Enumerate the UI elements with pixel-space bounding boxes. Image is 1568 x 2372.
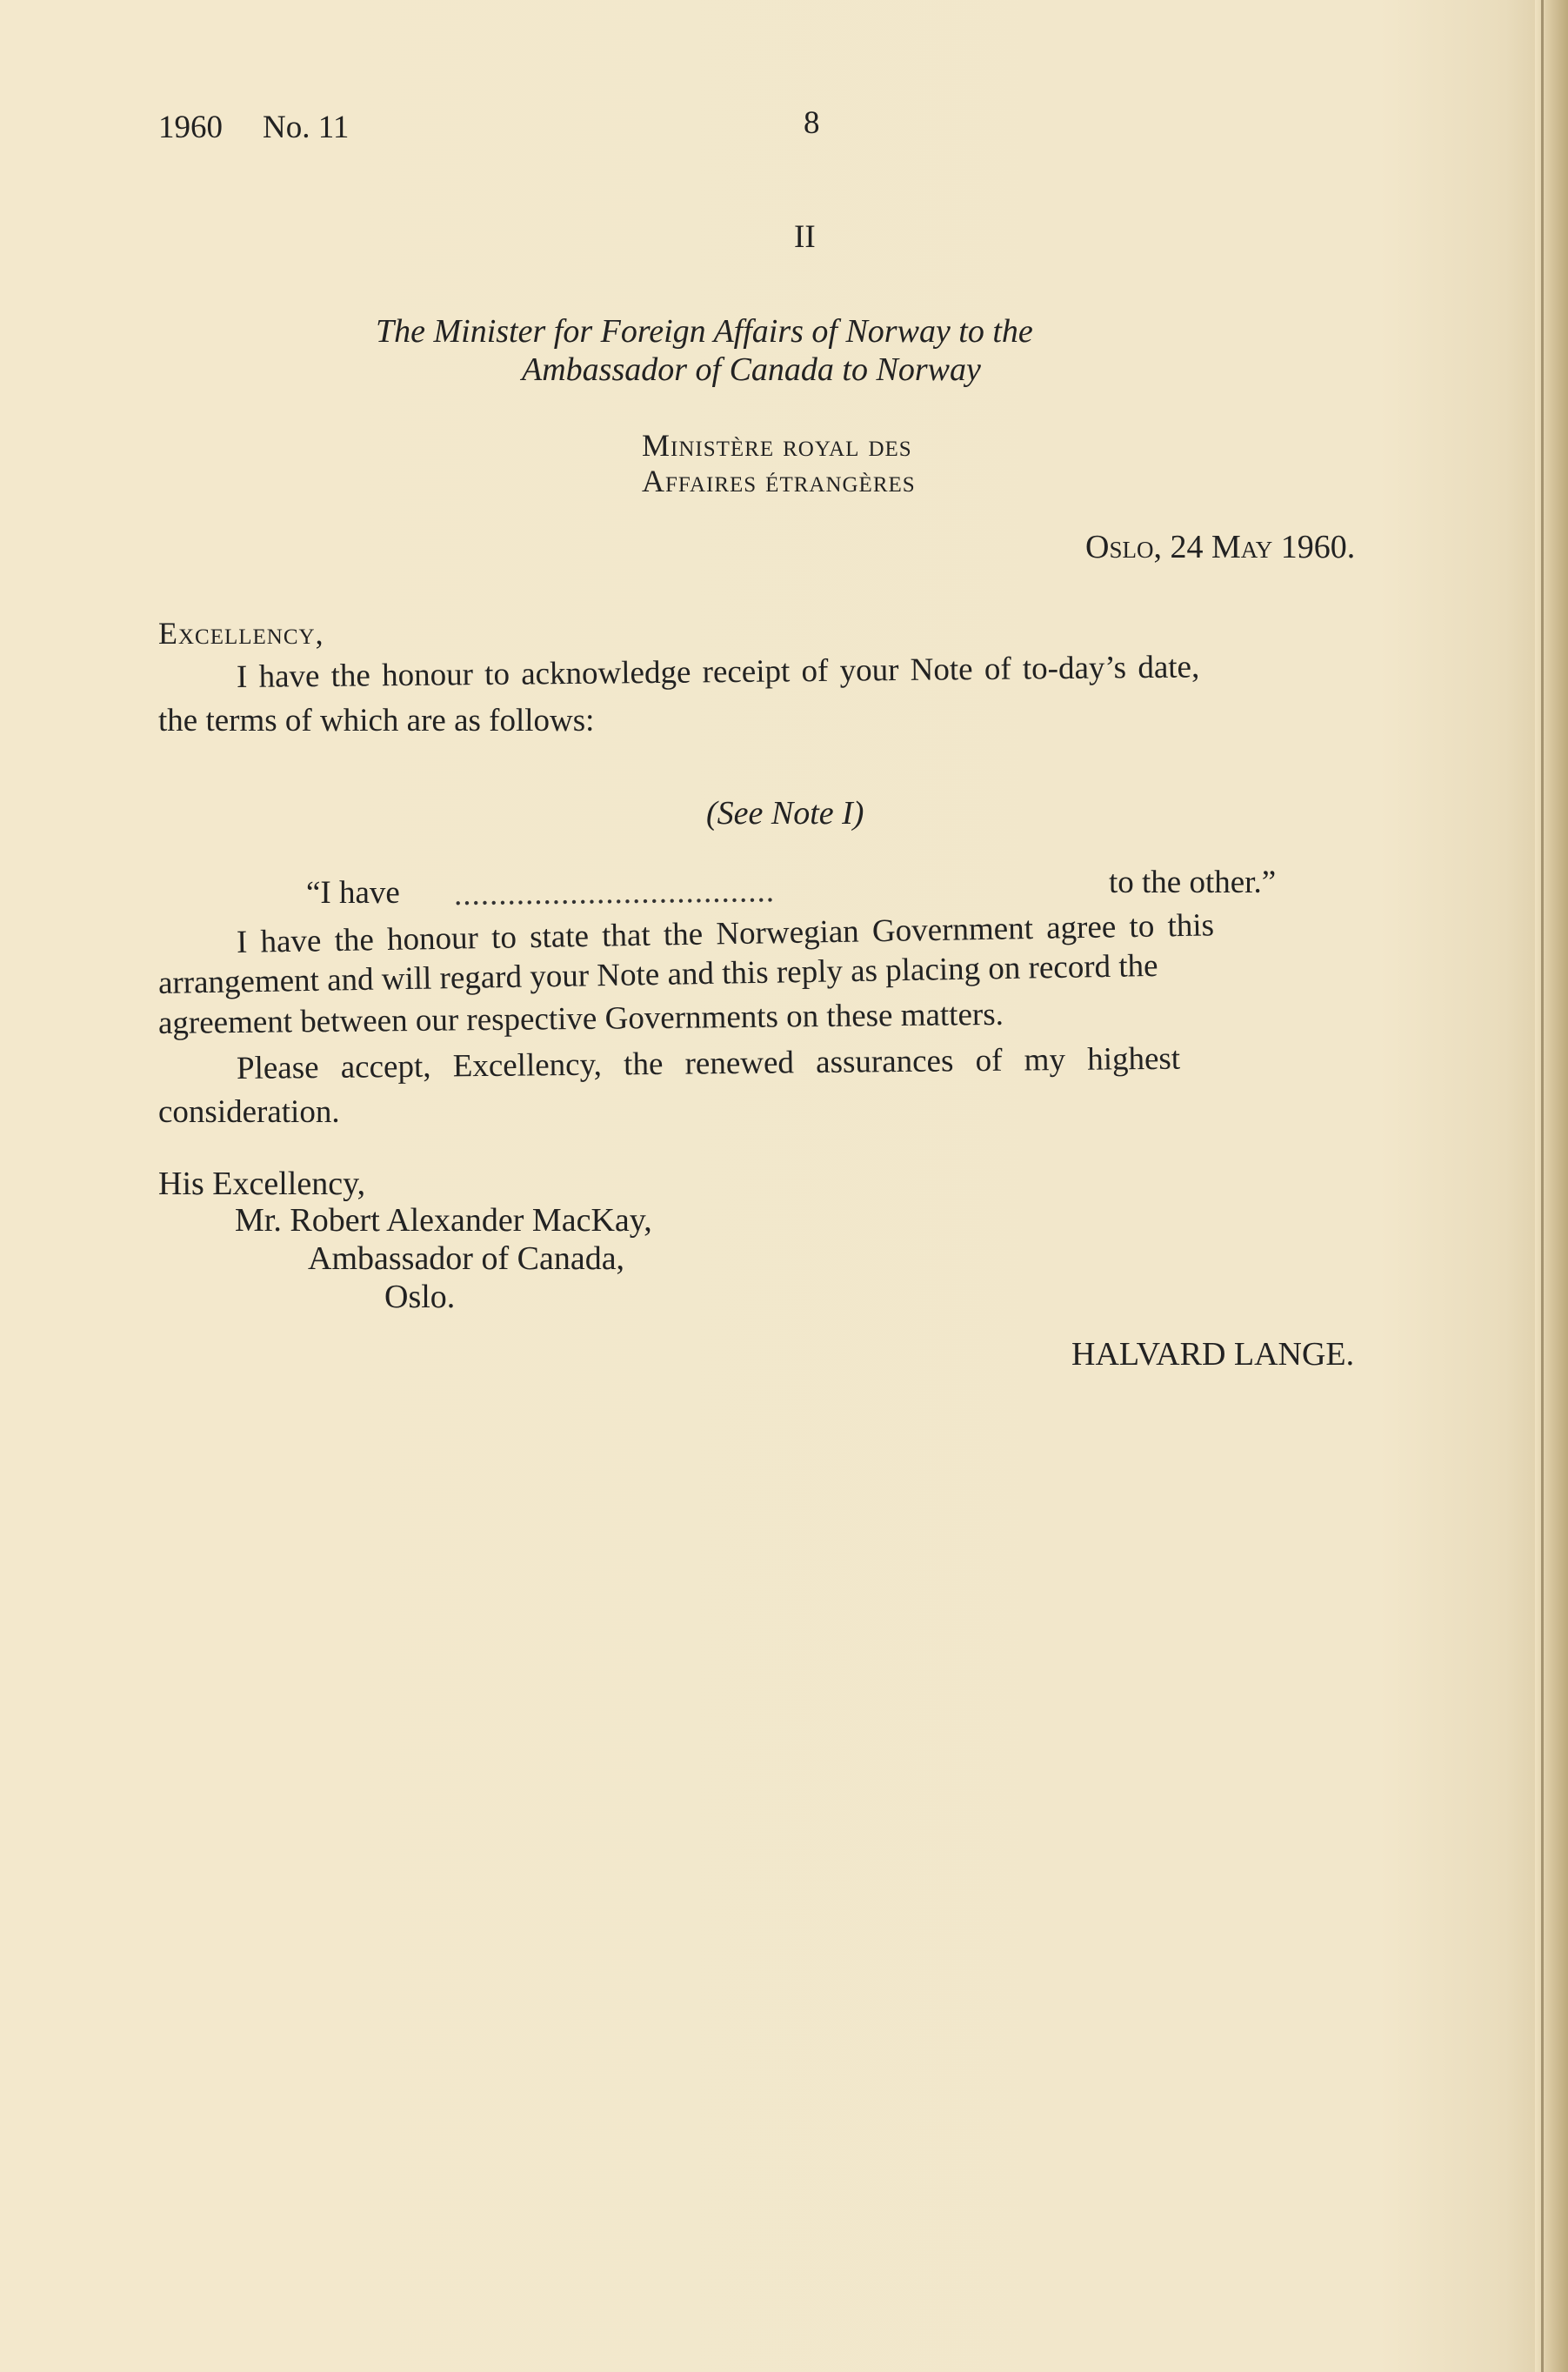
header-number: No. 11 xyxy=(263,110,350,145)
signature: HALVARD LANGE. xyxy=(1071,1336,1355,1373)
page-edge-shading xyxy=(1535,0,1568,2372)
binding-line xyxy=(1541,0,1544,2372)
quote-end: to the other.” xyxy=(1109,865,1277,900)
paragraph-2-line-3: agreement between our respective Governments on these matters. xyxy=(157,996,1004,1041)
paragraph-3-line-1: Please accept, Excellency, the renewed assurances of my highest xyxy=(236,1040,1181,1086)
see-note-reference: (See Note I) xyxy=(706,795,864,832)
paragraph-2-line-1: I have the honour to state that the Norwegian Government agree to this xyxy=(236,907,1215,960)
ministry-line-2: Affaires étrangères xyxy=(642,464,916,498)
paragraph-1-line-1: I have the honour to acknowledge receipt of your Note of to-day’s date, xyxy=(236,649,1200,695)
title-line-1: The Minister for Foreign Affairs of Norway to the xyxy=(376,313,1033,350)
quote-ellipsis-dots: .................................... xyxy=(453,873,776,912)
header-year: 1960 xyxy=(158,110,223,145)
paragraph-2-line-2: arrangement and will regard your Note and this reply as placing on record the xyxy=(157,947,1158,1001)
salutation: Excellency, xyxy=(158,616,324,651)
dateline: Oslo, 24 May 1960. xyxy=(1085,529,1356,565)
ministry-line-1: Ministère royal des xyxy=(642,428,912,463)
address-line-3: Ambassador of Canada, xyxy=(308,1240,625,1277)
address-line-4: Oslo. xyxy=(384,1279,456,1315)
page-number: 8 xyxy=(804,105,820,141)
section-numeral: II xyxy=(794,219,816,255)
quote-start: “I have xyxy=(306,875,400,911)
address-line-2: Mr. Robert Alexander MacKay, xyxy=(235,1202,652,1239)
paragraph-1-line-2: the terms of which are as follows: xyxy=(158,703,595,738)
title-line-2: Ambassador of Canada to Norway xyxy=(522,351,981,388)
address-line-1: His Excellency, xyxy=(158,1166,366,1202)
paragraph-3-line-2: consideration. xyxy=(158,1094,340,1130)
